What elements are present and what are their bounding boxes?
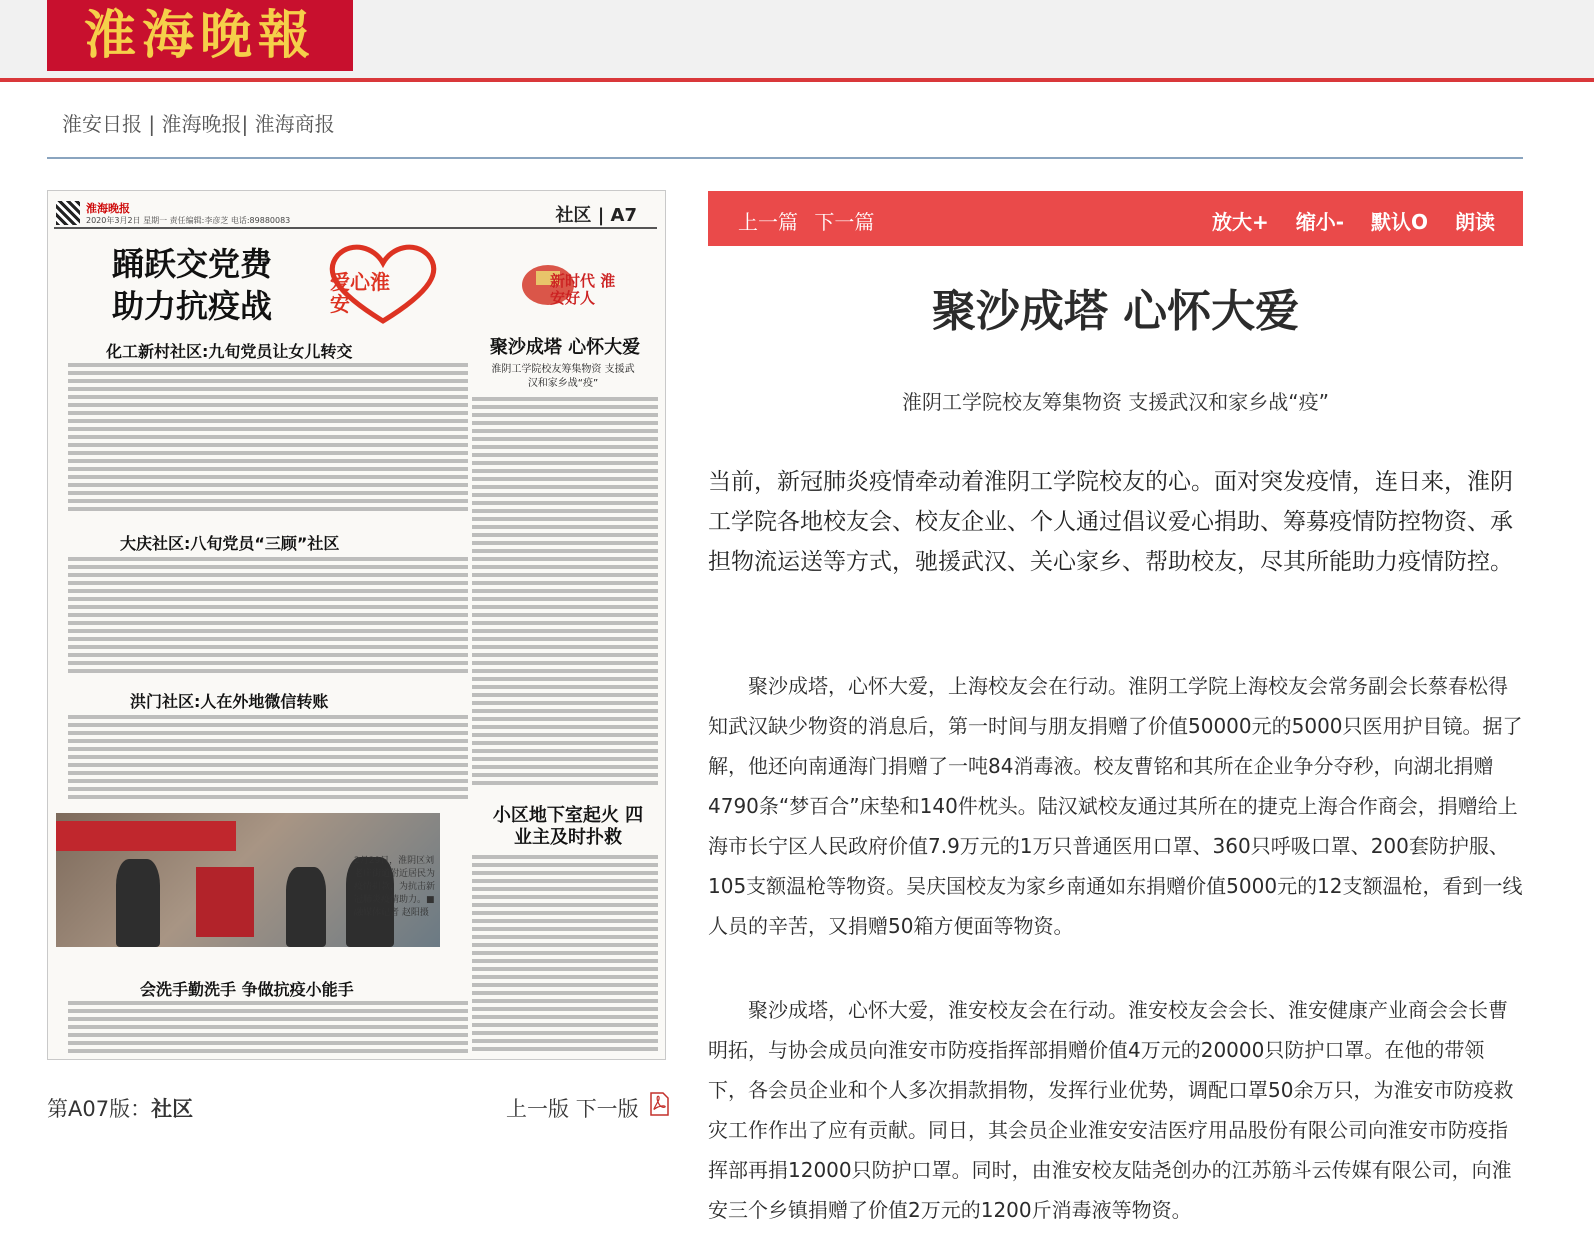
page-body-text	[68, 363, 468, 513]
next-page-link[interactable]: 下一版	[575, 1097, 639, 1121]
nav-link-huaihai-business[interactable]: 淮海商报	[254, 112, 335, 136]
nav-separator: |	[241, 112, 249, 136]
page-subhead-2[interactable]: 大庆社区:八旬党员“三顾”社区	[120, 534, 340, 553]
page-right-headline-2[interactable]: 小区地下室起火 四业主及时扑救	[492, 805, 644, 848]
page-edition-label	[47, 1093, 193, 1123]
edition-section: 社区	[151, 1097, 194, 1121]
page-right-headline[interactable]: 聚沙成塔 心怀大爱	[489, 337, 641, 358]
article-title: 聚沙成塔 心怀大爱	[931, 286, 1300, 337]
page-topline	[54, 197, 657, 229]
page-right-subhead: 淮阴工学院校友筹集物资 支援武汉和家乡战“疫”	[491, 364, 635, 389]
zoom-in-button[interactable]: 放大+	[1212, 210, 1269, 234]
reading-tools	[1192, 206, 1495, 235]
edition-number: 第A07版：	[47, 1097, 152, 1121]
zoom-out-button[interactable]: 缩小-	[1295, 210, 1345, 234]
page-pagination	[506, 1093, 639, 1123]
page-body-text	[68, 557, 468, 675]
photo-person	[286, 867, 326, 947]
site-header	[0, 0, 1594, 80]
nav-link-huaian-daily[interactable]: 淮安日报	[62, 112, 142, 136]
site-logo[interactable]: 淮海晚報	[47, 0, 353, 71]
paper-nav	[62, 108, 335, 137]
photo-donation-box	[196, 867, 254, 937]
page-body-text	[68, 715, 468, 799]
page-section-label: 社区 | A7	[555, 205, 637, 226]
qr-code-icon	[56, 201, 80, 225]
nav-separator: |	[148, 112, 156, 136]
article-toolbar	[708, 191, 1523, 246]
page-bottom-headline[interactable]: 会洗手勤洗手 争做抗疫小能手	[140, 980, 354, 999]
page-date-line: 2020年3月2日 星期一 责任编辑:李彦芝 电话:89880083	[86, 216, 291, 225]
newspaper-page-thumbnail[interactable]	[47, 190, 666, 1060]
nav-divider	[47, 157, 1523, 159]
default-size-button[interactable]: 默认O	[1371, 210, 1429, 234]
page-subhead-3[interactable]: 洪门社区:人在外地微信转账	[130, 692, 329, 711]
page-body-text	[472, 855, 658, 1051]
pdf-download-icon[interactable]	[648, 1092, 670, 1116]
article-paragraph-2: 聚沙成塔，心怀大爱，淮安校友会在行动。淮安校友会会长、淮安健康产业商会会长曹明拓，与协会成员向淮安市防疫指挥部捐赠价值4万元的20000只防护口罩。在他的带领下，各会员企业和个人多次捐款捐物，发挥行业优势，调配口罩50余万只，为淮安市防疫救灾工作作出了应有贡献。同日，其会员企业淮安安洁医疗用品股份有限公司向淮安市防疫指挥部再捐12000只防护口罩。同时，由淮安校友陆尧创办的江苏筋斗云传媒有限公司，向淮安三个乡镇捐赠了价值2万元的1200斤消毒液等物资。	[708, 998, 1514, 1222]
article-subtitle: 淮阴工学院校友筹集物资 支援武汉和家乡战“疫”	[901, 390, 1330, 414]
page-main-headline[interactable]: 踊跃交党费 助力抗疫战	[112, 245, 273, 325]
next-article-link[interactable]: 下一篇	[814, 210, 875, 234]
article-nav	[738, 206, 884, 235]
page-masthead: 淮海晚报	[86, 202, 130, 215]
heart-logo-text: 爱心淮安	[330, 270, 390, 316]
good-person-badge: 新时代 淮安好人	[550, 272, 616, 307]
article-paragraph-1: 聚沙成塔，心怀大爱，上海校友会在行动。淮阴工学院上海校友会常务副会长蔡春松得知武汉缺少物资的消息后，第一时间与朋友捐赠了价值50000元的5000只医用护目镜。据了解，他还向南通海门捐赠了一吨84消毒液。校友曹铭和其所在企业争分夺秒，向湖北捐赠4790条“梦百合”床垫和140件枕头。陆汉斌校友通过其所在的捷克上海合作商会，捐赠给上海市长宁区人民政府价值7.9万元的1万只普通医用口罩、360只呼吸口罩、200套防护服、105支额温枪等物资。吴庆国校友为家乡南通如东捐赠价值5000元的12支额温枪，看到一线人员的辛苦，又捐赠50箱方便面等物资。	[708, 674, 1523, 938]
photo-banner	[56, 821, 236, 851]
prev-article-link[interactable]: 上一篇	[738, 210, 798, 234]
header-red-line	[0, 78, 1594, 82]
page-body-text	[68, 1001, 468, 1053]
page-body-text	[472, 397, 658, 785]
page-subhead-1[interactable]: 化工新村社区:九旬党员让女儿转交	[106, 342, 353, 361]
article-lead-paragraph: 当前，新冠肺炎疫情牵动着淮阴工学院校友的心。面对突发疫情，连日来，淮阴工学院各地校友会、校友企业、个人通过倡议爱心捐助、筹募疫情防控物资、承担物流运送等方式，驰援武汉、关心家乡、帮助校友，尽其所能助力疫情防控。	[708, 469, 1513, 575]
photo-person	[116, 859, 160, 947]
nav-link-huaihai-evening[interactable]: 淮海晚报	[161, 112, 242, 136]
read-aloud-button[interactable]: 朗读	[1455, 210, 1495, 234]
prev-page-link[interactable]: 上一版	[506, 1097, 569, 1121]
photo-caption: 2月29日，淮阴区刘老庄街道附近居民为疫情捐款，为抗击新冠肺炎疫情助力。■融媒体记者 赵阳摄	[354, 856, 436, 918]
